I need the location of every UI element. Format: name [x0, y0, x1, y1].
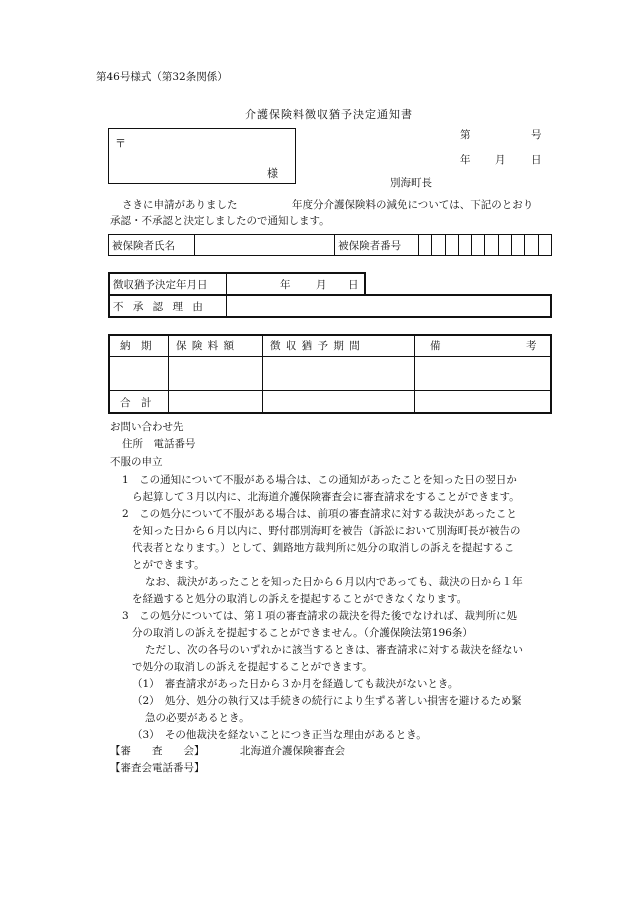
intro-line-1a: さきに申請がありました — [122, 199, 238, 211]
appeal-line: 急の必要があるとき。 — [145, 712, 250, 724]
reason-box — [108, 294, 552, 318]
divider — [226, 296, 227, 316]
divider — [110, 356, 550, 357]
decision-day: 日 — [348, 279, 359, 291]
header-remarks-2: 考 — [526, 340, 537, 352]
divider — [262, 336, 263, 412]
divider — [168, 336, 169, 412]
council-label: 【審 査 会】 — [110, 745, 205, 757]
appeal-line: を知った日から６月以内に、野付郡別海町を被告（訴訟において別海町長が被告の — [132, 525, 521, 537]
appeal-line: で処分の取消しの訴えを提起することができます。 — [132, 661, 373, 673]
insured-number-digit[interactable] — [538, 235, 551, 256]
reason-label: 不 承 認 理 由 — [113, 301, 206, 313]
insured-number-digit[interactable] — [458, 235, 471, 256]
decision-month: 月 — [316, 279, 327, 291]
appeal-line: 3 この処分については、第１項の審査請求の裁決を得た後でなければ、裁判所に処 — [122, 610, 517, 622]
appeal-line: 代表者となります。）として、釧路地方裁判所に処分の取消しの訴えを提起するこ — [132, 542, 515, 554]
issuer: 別海町長 — [390, 177, 432, 189]
number-suffix: 号 — [531, 129, 542, 141]
insured-table — [108, 234, 552, 256]
appeal-line: （1） 審査請求があった日から３か月を経過しても裁決がないとき。 — [132, 678, 459, 690]
intro-line-1b: 年度分介護保険料の減免については、下記のとおり — [292, 199, 534, 211]
appeal-line: を経過すると処分の取消しの訴えを提起することができなくなります。 — [132, 593, 468, 605]
insured-number-digit[interactable] — [512, 235, 525, 256]
issue-month: 月 — [495, 154, 506, 166]
insured-number-digit[interactable] — [498, 235, 511, 256]
appeal-line: （2） 処分、処分の執行又は手続きの続行により生ずる著しい損害を避けるため緊 — [132, 695, 522, 707]
decision-date-label: 徴収猶予決定年月日 — [113, 279, 208, 291]
appeal-line: なお、裁決があったことを知った日から６月以内であっても、裁決の日から１年 — [145, 576, 523, 588]
appeal-line: とができます。 — [132, 559, 205, 571]
header-remarks-1: 備 — [430, 340, 441, 352]
payment-table — [108, 334, 552, 414]
council-phone: 【審査会電話番号】 — [110, 762, 205, 774]
issue-day: 日 — [531, 154, 542, 166]
appeal-line: ただし、次の各号のいずれかに該当するときは、審査請求に対する裁決を経ない — [145, 644, 523, 656]
insured-number-digit[interactable] — [445, 235, 458, 256]
appeal-heading: 不服の申立 — [110, 456, 163, 468]
appeal-line: 分の取消しの訴えを提起することができません。（介護保険法第196条） — [132, 627, 473, 639]
appeal-line: （3） その他裁決を経ないことにつき正当な理由があるとき。 — [132, 729, 427, 741]
header-deferral-period: 徴 収 猶 予 期 間 — [270, 340, 361, 352]
intro-line-2: 承認・不承認と決定しましたので通知します。 — [110, 215, 330, 227]
issue-year: 年 — [460, 154, 471, 166]
header-due-period: 納 期 — [120, 340, 152, 352]
insured-name-value[interactable] — [194, 235, 334, 256]
council-name: 北海道介護保険審査会 — [240, 745, 345, 757]
form-number: 第46号様式（第32条関係） — [96, 71, 228, 83]
insured-number-label: 被保険者番号 — [335, 235, 419, 256]
decision-date-box — [108, 272, 366, 296]
insured-name-label: 被保険者氏名 — [109, 235, 195, 256]
divider — [226, 274, 227, 294]
decision-year: 年 — [280, 279, 291, 291]
insured-number-digit[interactable] — [418, 235, 431, 256]
header-premium-amount: 保 険 料 額 — [176, 340, 236, 352]
contact-line: 住所 電話番号 — [122, 438, 196, 450]
insured-number-digit[interactable] — [485, 235, 498, 256]
insured-number-digit[interactable] — [432, 235, 445, 256]
honorific: 様 — [267, 167, 278, 180]
document-title: 介護保険料徴収猶予決定通知書 — [245, 108, 413, 121]
total-label: 合 計 — [120, 397, 152, 409]
divider — [110, 390, 550, 391]
insured-number-digit[interactable] — [472, 235, 485, 256]
divider — [414, 336, 415, 412]
postal-mark: 〒 — [115, 137, 126, 150]
appeal-line: ら起算して３月以内に、北海道介護保険審査会に審査請求をすることができます。 — [132, 491, 520, 503]
insured-number-digit[interactable] — [525, 235, 538, 256]
number-label: 第 — [460, 129, 471, 141]
contact-heading: お問い合わせ先 — [110, 421, 184, 433]
appeal-line: 1 この通知について不服がある場合は、この通知があったことを知った日の翌日か — [122, 474, 517, 486]
appeal-line: 2 この処分について不服がある場合は、前項の審査請求に対する裁決があったこと — [122, 508, 517, 520]
address-box — [108, 128, 296, 184]
